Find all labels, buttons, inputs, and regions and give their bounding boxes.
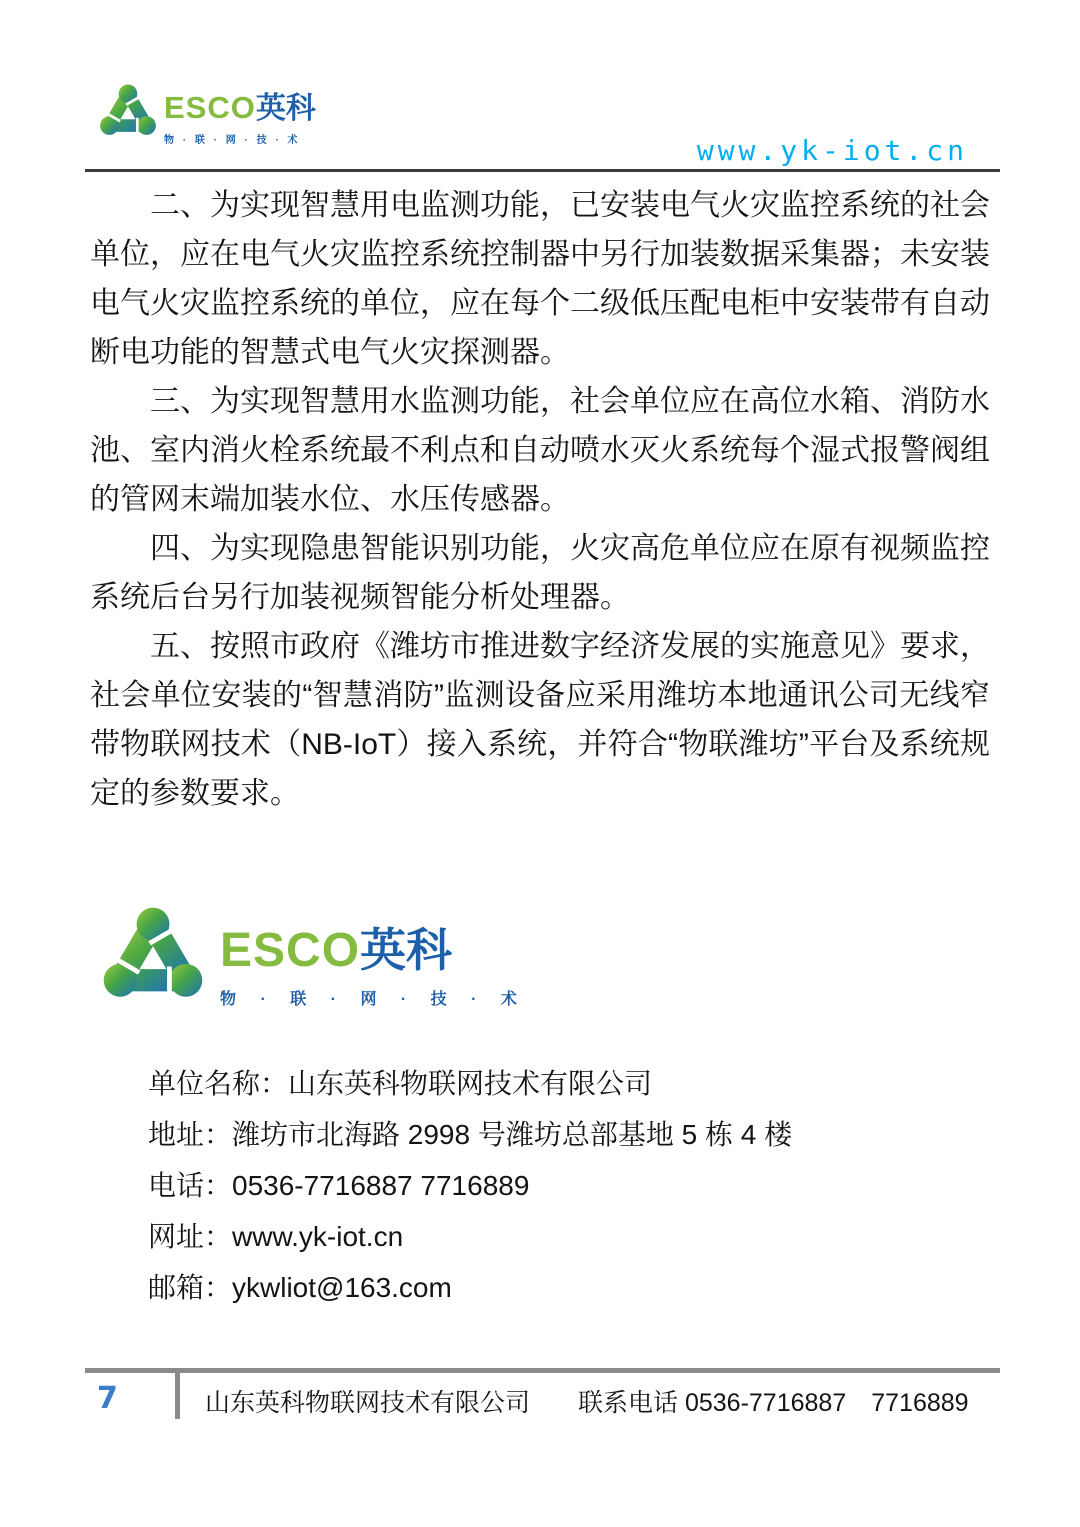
company-email-line: 邮箱：ykwliot@163.com bbox=[148, 1272, 452, 1303]
logo-esco-text: ESCO bbox=[164, 90, 256, 125]
logo-esco-text: ESCO bbox=[220, 924, 361, 977]
logo-yingke-text: 英科 bbox=[255, 92, 316, 125]
page-number: 7 bbox=[97, 1381, 118, 1416]
document-paragraph: 五、按照市政府《潍坊市推进数字经济发展的实施意见》要求，社会单位安装的“智慧消防”监测设备应采用潍坊本地通讯公司无线窄带物联网技术（NB-IoT）接入系统，并符合“物联潍坊”平台及系统规定的参数要求。 bbox=[90, 630, 990, 810]
company-logo-text bbox=[220, 924, 527, 1009]
document-body bbox=[90, 181, 990, 818]
header-divider-line bbox=[85, 169, 1000, 172]
page-footer bbox=[85, 1368, 1000, 1419]
company-info-block bbox=[148, 1058, 792, 1313]
company-logo bbox=[100, 901, 527, 1015]
header-logo-text bbox=[164, 92, 316, 146]
document-paragraph: 三、为实现智慧用水监测功能，社会单位应在高位水箱、消防水池、室内消火栓系统最不利点和自动喷水灭火系统每个湿式报警阀组的管网末端加装水位、水压传感器。 bbox=[90, 385, 990, 516]
logo-tagline: 物 · 联 · 网 · 技 · 术 bbox=[164, 135, 301, 146]
footer-contact-phone: 联系电话 0536-7716887 7716889 bbox=[578, 1389, 969, 1417]
header-website-url: www.yk-iot.cn bbox=[696, 134, 968, 167]
document-paragraph: 四、为实现隐患智能识别功能，火灾高危单位应在原有视频监控系统后台另行加装视频智能分析处理器。 bbox=[90, 532, 990, 614]
company-address-line: 地址：潍坊市北海路 2998 号潍坊总部基地 5 栋 4 楼 bbox=[148, 1119, 793, 1150]
header-logo bbox=[98, 80, 316, 146]
esco-logo-icon bbox=[100, 901, 206, 1015]
company-name-line: 单位名称：山东英科物联网技术有限公司 bbox=[148, 1068, 653, 1099]
document-paragraph: 二、为实现智慧用电监测功能，已安装电气火灾监控系统的社会单位，应在电气火灾监控系统控制器中另行加装数据采集器；未安装电气火灾监控系统的单位，应在每个二级低压配电柜中安装带有自动断电功能的智慧式电气火灾探测器。 bbox=[90, 189, 990, 369]
logo-tagline: 物 · 联 · 网 · 技 · 术 bbox=[220, 991, 527, 1008]
logo-yingke-text: 英科 bbox=[360, 924, 453, 976]
footer-company-name: 山东英科物联网技术有限公司 bbox=[205, 1389, 531, 1417]
company-website-line: 网址：www.yk-iot.cn bbox=[148, 1221, 404, 1252]
company-phone-line: 电话：0536-7716887 7716889 bbox=[148, 1170, 530, 1201]
esco-logo-icon bbox=[98, 80, 158, 146]
footer-vertical-bar bbox=[175, 1373, 180, 1419]
